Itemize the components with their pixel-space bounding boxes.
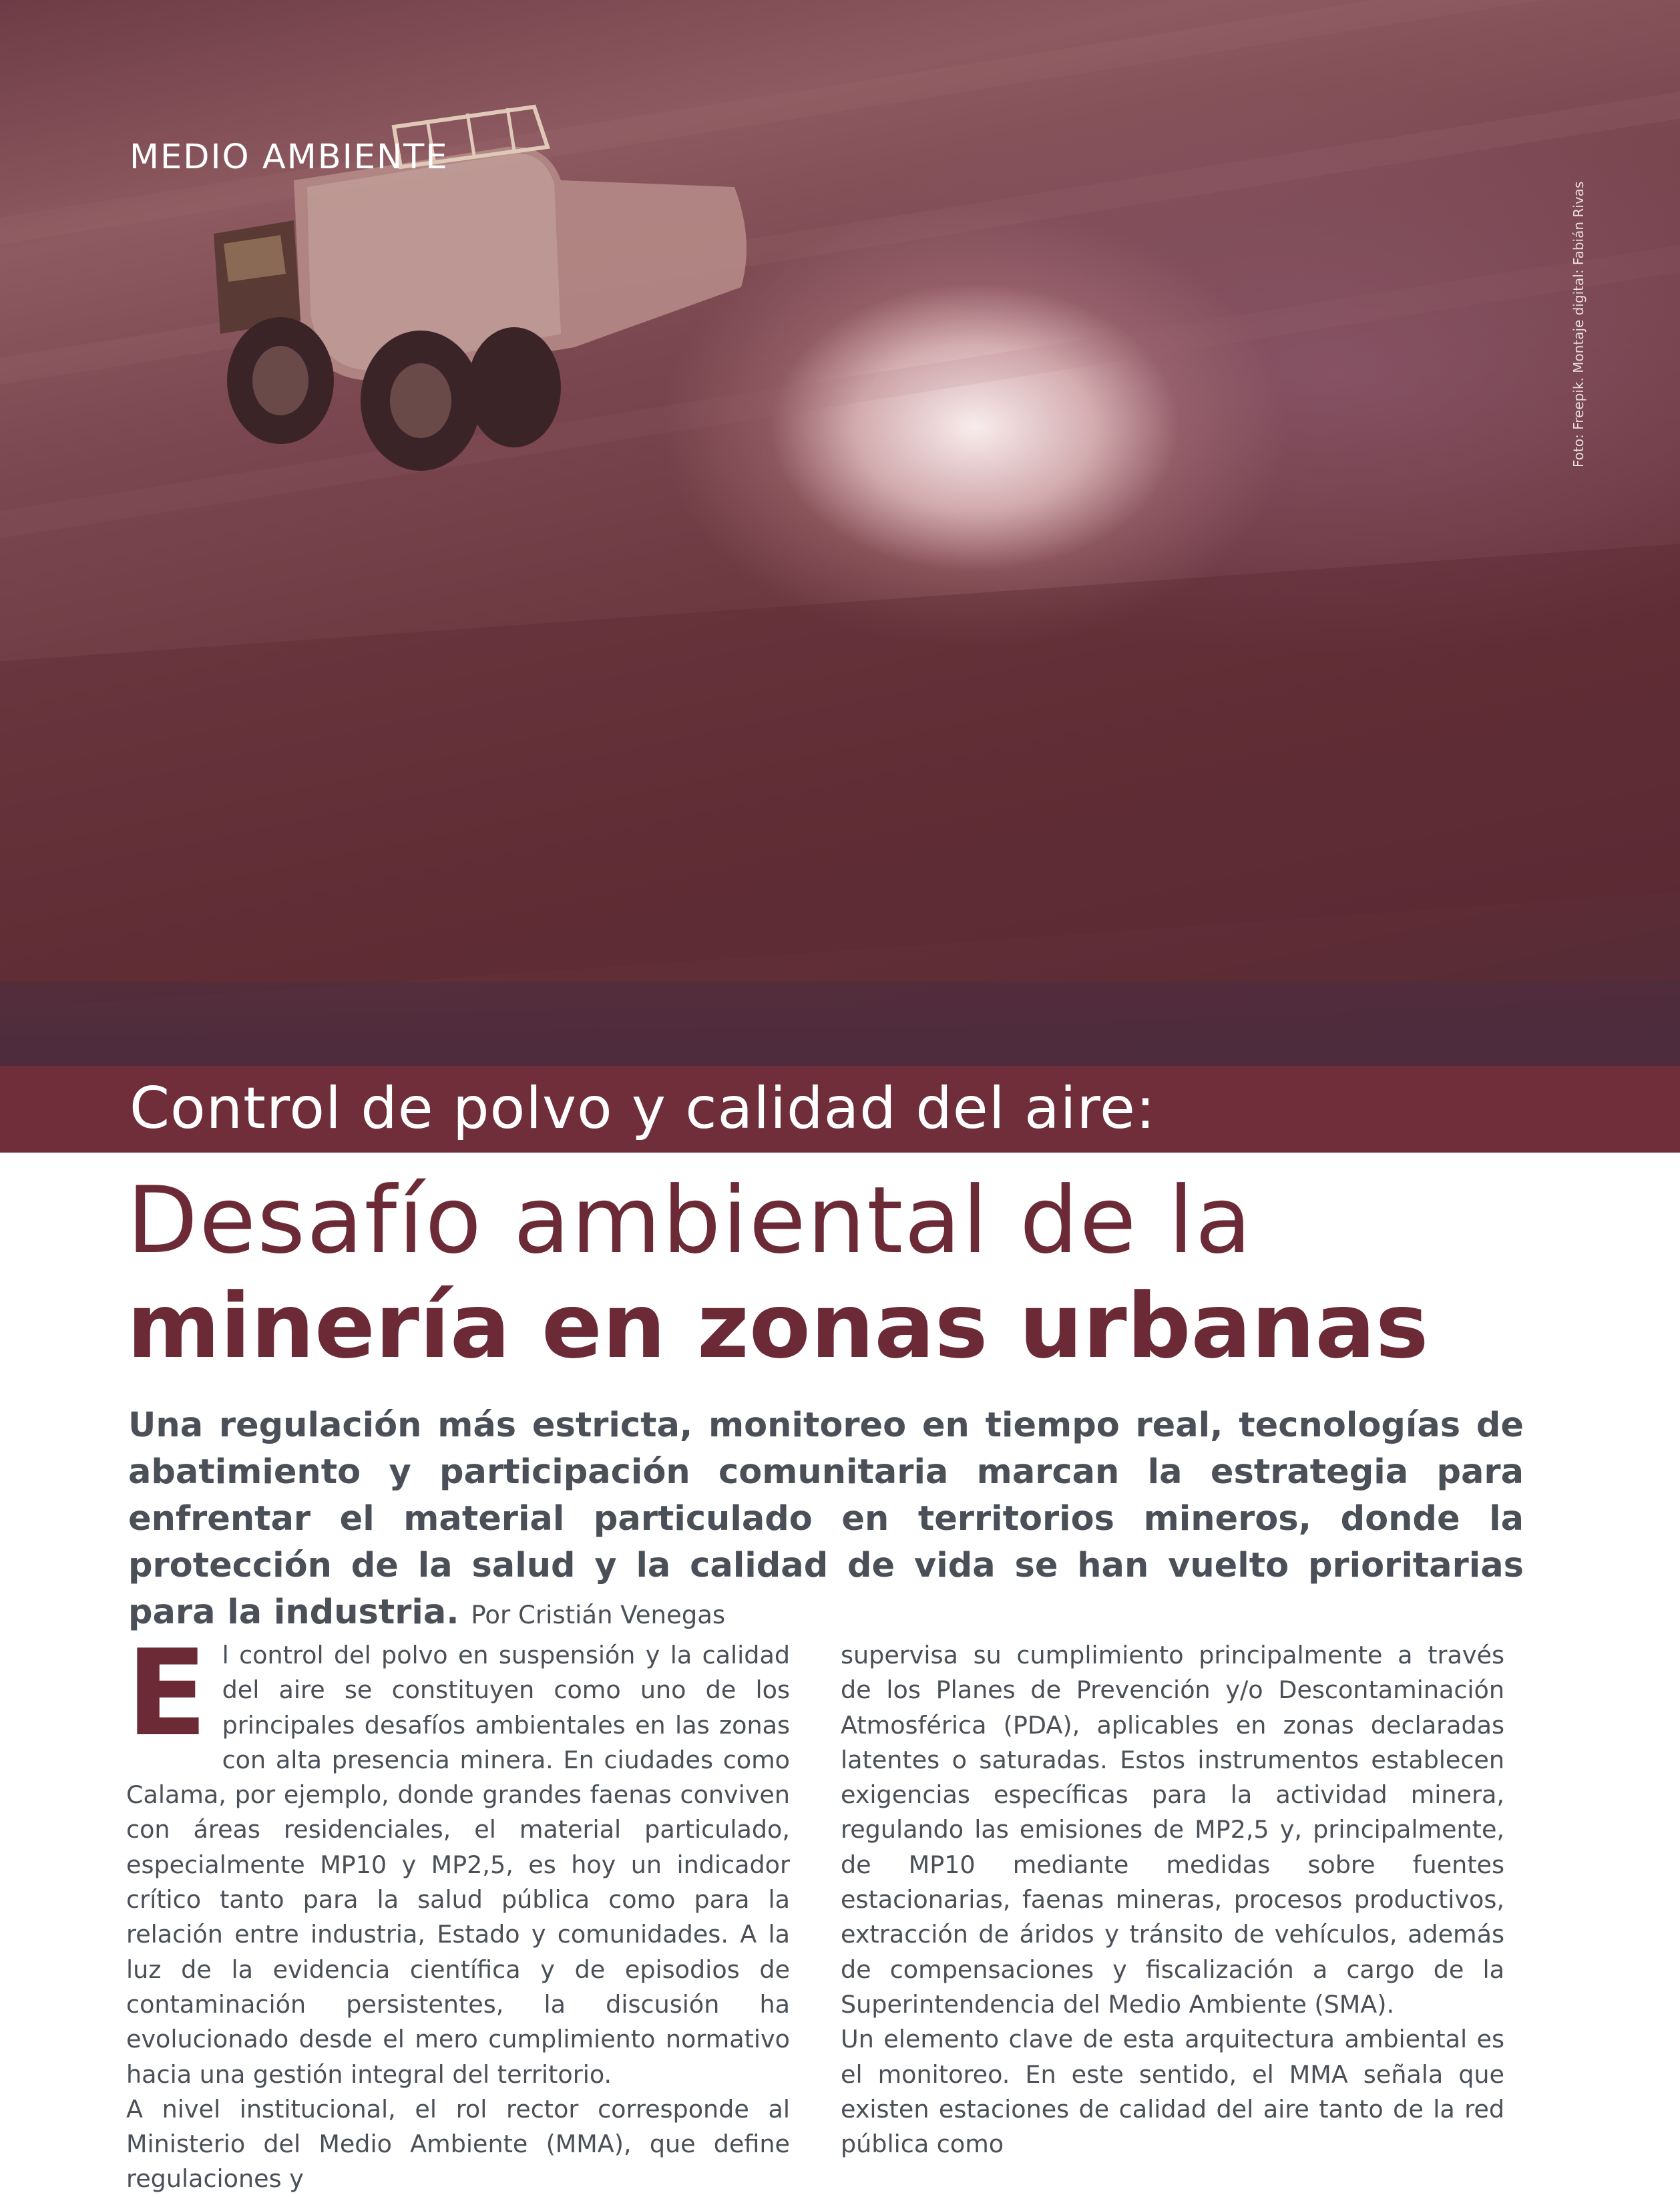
hero-photo [0,0,1680,1066]
byline: Por Cristián Venegas [471,1601,726,1629]
body-column-2 [841,1638,1504,2162]
water-truck-illustration [200,67,748,481]
photo-credit [1570,181,1587,481]
photo-ground-shadow [0,532,1680,1018]
body-column-1 [126,1624,790,2197]
photo-bottom-strip [0,982,1680,1066]
kicker-title: Control de polvo y calidad del aire: [130,1075,1156,1142]
headline-line-2: minería en zonas urbanas [127,1274,1429,1378]
lead-paragraph [128,1402,1524,1639]
body-paragraph: supervisa su cumplimiento principalmente a través de los Planes de Prevención y/o Descontaminación Atmosférica (PDA), aplicables en zonas declaradas latentes o saturadas. Estos instrumentos establecen exigencias específicas para la actividad minera, regulando las emisiones de MP2,5 y, principalmente, de MP10 mediante medidas sobre fuentes estacionarias, faenas mineras, procesos productivos, extracción de áridos y tránsito de vehículos, además de compensaciones y fiscalización a cargo de la Superintendencia del Medio Ambiente (SMA). [841,1641,1504,2019]
body-paragraph: Un elemento clave de esta arquitectura ambiental es el monitoreo. En este sentido, el MMA señala que existen estaciones de calidad del aire tanto de la red pública como [841,2025,1504,2159]
body-paragraph: l control del polvo en suspensión y la calidad del aire se constituyen como uno de los principales desafíos ambientales en las zonas con alta presencia minera. En ciudades como Calama, por ejemplo, donde grandes faenas conviven con áreas residenciales, el material particulado, especialmente MP10 y MP2,5, es hoy un indicador crítico tanto para la salud pública como para la relación entre industria, Estado y comunidades. A la luz de la evidencia científica y de episodios de contaminación persistentes, la discusión ha evolucionado desde el mero cumplimiento normativo hacia una gestión integral del territorio. [126,1641,790,2089]
section-label: MEDIO AMBIENTE [130,138,449,177]
photo-credit-text: Foto: Freepik. Montaje digital: Fabián Rivas [1570,181,1587,467]
body-paragraph: A nivel institucional, el rol rector corresponde al Ministerio del Medio Ambiente (MMA), que define regulaciones y [126,2094,790,2194]
headline-line-1: Desafío ambiental de la [127,1167,1253,1274]
lead-text: Una regulación más estricta, monitoreo en tiempo real, tecnologías de abatimiento y participación comunitaria marcan la estrategia para enfrentar el material particulado en territorios mineros, donde la protección de la salud y la calidad de vida se han vuelto prioritarias para la industria. [128,1406,1524,1632]
drop-cap: E [126,1624,208,1762]
